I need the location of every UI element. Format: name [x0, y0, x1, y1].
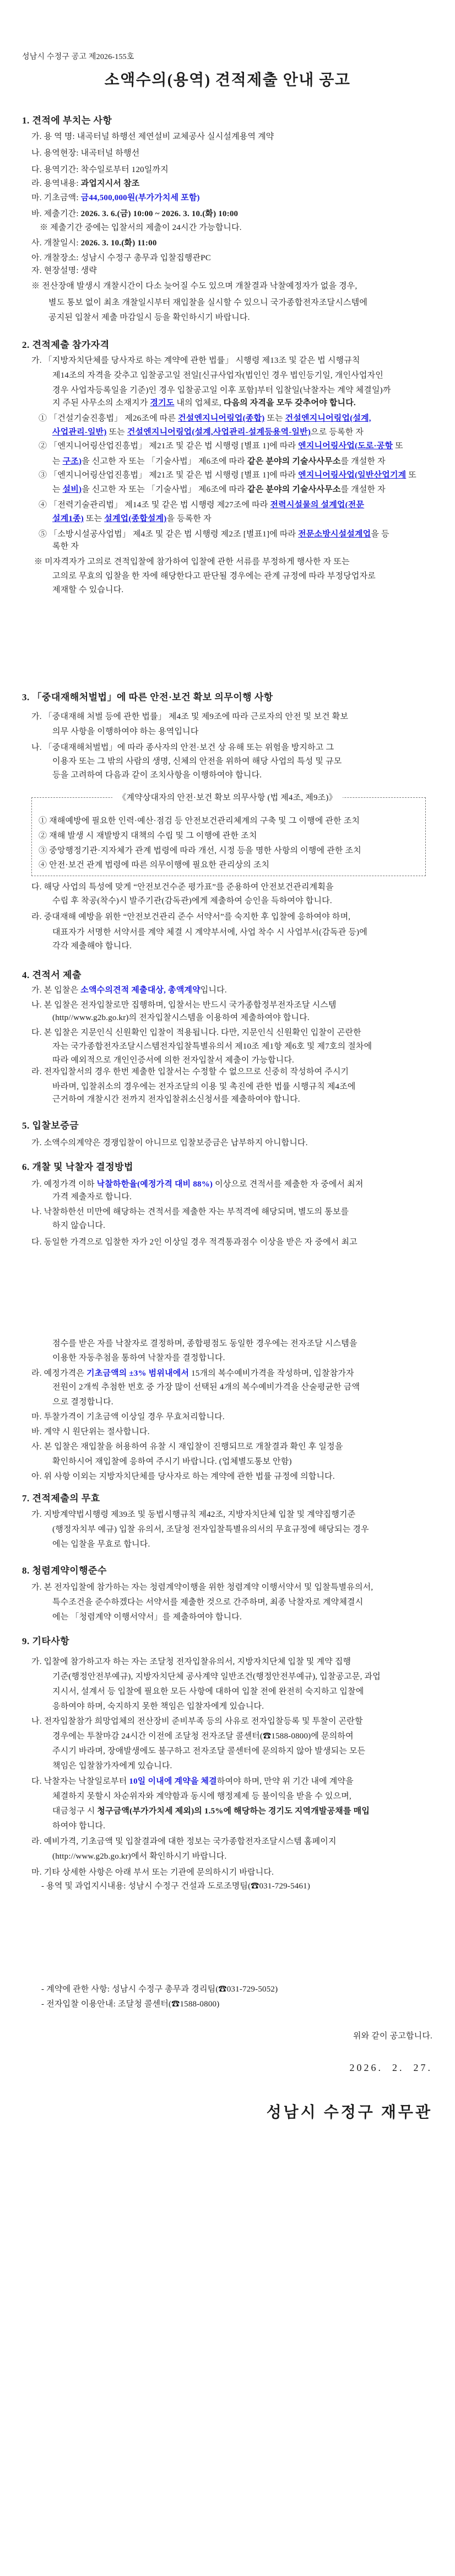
s2-qual5-line2-text-0: 록한 자	[52, 542, 79, 551]
s2-qual3-line2-text-2: 을 신고한 자 또는 「기술사법」 제6조에 따라	[82, 485, 248, 494]
s9-ga-line2-text-0: 기준(행정안전부예규), 지방자치단체 공사계약 일반조건(행정안전부예규), 입찰공고문, 과업	[52, 1672, 381, 1681]
s2-qual3-line2-text-0: 는	[52, 485, 63, 494]
s2-qual4-line1	[39, 500, 364, 511]
s3-na-line3-text-0: 등을 고려하여 다음과 같이 조치사항을 이행하여야 합니다.	[52, 771, 262, 780]
s3-da-line1-text-0: 다. 해당 사업의 특성에 맞게 “안전보건수준 평가표”를 준용하여 안전보건관리계획을	[31, 883, 334, 892]
s1-item-ga	[31, 131, 274, 142]
s1-note2-line2-text-0: 별도 통보 없이 최초 개찰일시부터 재입찰을 실시할 수 있으니 국가종합전자조달시스템에	[48, 298, 368, 307]
section-6-heading-text-0: 6. 개찰 및 낙찰자 결정방법	[22, 1162, 133, 1172]
section-2-heading	[22, 340, 110, 351]
phone-icon: ☎	[263, 1732, 272, 1741]
s9-contact-2	[41, 1984, 278, 1995]
s5-ga	[31, 1137, 308, 1149]
s9-na-line2-text-0: 경우에는 투찰마감 24시간 이전에 조달청 전자조달 콜센터(	[52, 1732, 263, 1741]
s2-qual1-line2-text-3: 으로 등록한 자	[311, 428, 364, 437]
safety-box-item2-text-0: ② 재해 발생 시 재발방지 대책의 수립 및 그 이행에 관한 조치	[39, 831, 257, 840]
s3-da-line2-text-0: 수립 후 착공(착수)시 발주기관(감독관)에게 제출하여 승인을 득하여야 합니다.	[52, 897, 332, 905]
section-5-heading-text-0: 5. 입찰보증금	[22, 1120, 79, 1131]
s2-ga-line4-text-2: 내의 업체로,	[174, 399, 224, 407]
s2-ga-line4-text-3: 다음의 자격을 모두 갖추어야 합니다.	[223, 399, 356, 407]
s9-da-line3	[52, 1806, 370, 1817]
s7-ga-line1	[31, 1509, 355, 1520]
section-4-heading	[22, 970, 82, 981]
s1-item-sa-text-0: 사. 개찰일시:	[31, 239, 81, 248]
s1-item-ja	[31, 265, 97, 276]
s1-item-ba-text-0: 바. 제출기간:	[31, 210, 81, 218]
s2-qual2-line1-text-2: 또	[393, 442, 403, 450]
s9-contact-3-text-2: 1588-0800)	[180, 2000, 220, 2009]
section-3-heading	[22, 692, 273, 703]
s9-da-line3-text-0: 대금청구 시	[52, 1807, 98, 1816]
s6-ma	[31, 1412, 225, 1423]
s9-contact-1-text-2: 031-729-5461)	[259, 1882, 311, 1891]
s9-ga-line2	[52, 1671, 381, 1682]
s9-da-line4	[52, 1821, 105, 1832]
s8-ga-line3	[52, 1612, 242, 1623]
announcement-number	[22, 52, 134, 63]
s2-qual5-line1-text-1: 전문소방시설설계업	[298, 530, 371, 539]
s2-ga-line1-text-0: 가. 「지방자치단체를 당사자로 하는 계약에 관한 법률」 시행령 제13조 및 같은 법 시행규칙	[31, 356, 360, 365]
s4-ra-line2-text-0: 바라며, 입찰취소의 경우에는 전자조달의 이용 및 촉진에 관한 법률 시행규칙 제4조에	[52, 1082, 356, 1091]
closing-statement	[0, 2031, 432, 2042]
closing-statement-text-0: 위와 같이 공고합니다.	[353, 2032, 432, 2041]
s2-qual1-line1-text-2: 또는	[264, 414, 285, 423]
doc-title	[0, 72, 455, 89]
section-4-heading-text-0: 4. 견적서 제출	[22, 970, 82, 980]
signer-text-0: 성남시 수정구 재무관	[266, 2104, 432, 2121]
s9-da-line1-text-1: 10일 이내에 계약을 체결	[129, 1777, 217, 1786]
s9-contact-3-text-0: - 전자입찰 이용안내: 조달청 콜센터(	[41, 2000, 172, 2009]
s2-qual5-line1-text-2: 을 등	[371, 530, 389, 539]
s9-na-line4-text-0: 책임은 입찰참가자에게 있습니다.	[52, 1762, 172, 1770]
s2-ga-line3	[52, 385, 391, 396]
s2-note-line1	[34, 556, 350, 567]
s9-ra-line2	[52, 1851, 226, 1862]
s3-ga-line2	[52, 726, 199, 737]
s2-qual4-line1-text-1: 전력시설물의 설계업(전문	[270, 501, 365, 509]
section-1-heading	[22, 115, 112, 126]
s4-da-line2-text-0: 자는 국가종합전자조달시스템전자입찰특별유의서 제10조 제1항 제6호 및 제7호의 절차에	[52, 1042, 372, 1051]
s2-qual4-line1-text-0: ④ 「전력기술관리법」 제14조 및 같은 법 시행령 제27조에 따라	[39, 501, 270, 509]
s9-na-line2	[52, 1731, 354, 1742]
s2-qual3-line1-text-0: ③ 「엔지니어링산업진흥법」 제21조 및 같은 법 시행령 [별표 1]에 따라	[39, 471, 299, 480]
s7-ga-line3	[52, 1539, 150, 1550]
s9-ra-line1	[31, 1836, 337, 1847]
s6-na-line1	[31, 1206, 349, 1217]
s9-contact-2-text-2: 031-729-5052)	[226, 1985, 278, 1994]
s4-ra-line2	[52, 1081, 356, 1092]
s2-qual3-line2-text-3: 같은 분야의 기술사사무소	[247, 485, 341, 494]
s3-ra-line3-text-0: 각각 제출해야 합니다.	[52, 942, 132, 951]
safety-box-legend-text-0: 《계약상대자의 안전·보건 확보 의무사항 (법 제4조, 제9조)》	[112, 793, 343, 802]
s7-ga-line1-text-0: 가. 지방계약법시행령 제39조 및 동법시행규칙 제42조, 지방자치단체 입찰 및 계약집행기준	[31, 1510, 356, 1519]
s6-ra-line1-text-1: 기초금액의 ±3% 범위내에서	[86, 1369, 189, 1378]
s9-na-line3	[52, 1746, 365, 1757]
s1-note-submit-text-0: ※ 제출기간 중에는 입찰서의 제출이 24시간 가능합니다.	[40, 223, 242, 232]
s1-item-da-text-0: 다. 용역기간: 착수일로부터 120일까지	[31, 165, 169, 174]
phone-icon: ☎	[251, 1882, 259, 1891]
s9-contact-1	[41, 1881, 310, 1892]
s1-item-a-text-0: 아. 개찰장소: 성남시 수정구 총무과 입찰집행관PC	[31, 254, 211, 262]
s2-qual4-line2-text-1: 또는	[83, 514, 105, 523]
s4-na-line2	[52, 1012, 310, 1023]
s7-ga-line3-text-0: 에는 입찰을 무효로 합니다.	[52, 1540, 150, 1549]
s1-item-ra-text-1: 과업지시서 참조	[80, 179, 140, 188]
s4-da-line3-text-0: 따라 예외적으로 개인인증서에 의한 전자입찰서 제출이 가능합니다.	[52, 1056, 294, 1065]
s2-qual2-line1-text-0: ② 「엔지니어링산업진흥법」 제21조 및 같은 법 시행령 [별표 1]에 따라	[39, 442, 299, 450]
s2-qual2-line2-text-1: 구조)	[62, 457, 82, 466]
s9-contact-2-text-0: - 계약에 관한 사항: 성남시 수정구 총무과 경리팀(	[41, 1985, 219, 1994]
s4-ga-text-2: 입니다.	[200, 986, 227, 995]
signer	[0, 2104, 432, 2121]
s2-qual1-line2-text-2: 건설엔지니어링업(설계,사업관리-설계등용역-일반)	[127, 428, 311, 437]
s4-ga	[31, 985, 227, 996]
section-9-heading-text-0: 9. 기타사항	[22, 1636, 70, 1646]
safety-box-item4-text-0: ④ 안전·보건 관계 법령에 따른 의무이행에 필요한 관리상의 조치	[39, 861, 270, 870]
s6-ra-line1-text-2: 15개의 복수예비가격을 작성하며, 입찰참가자	[189, 1369, 354, 1378]
s8-ga-line2-text-0: 특수조건을 준수하겠다는 서약서를 제출한 것으로 간주하며, 최종 낙찰자로 계약체결시	[52, 1598, 364, 1607]
s6-ra-line2	[52, 1382, 360, 1393]
s3-na-line2-text-0: 이용자 또는 그 밖의 사람의 생명, 신체의 안전을 위하여 해당 사업의 특성 및 규모	[52, 757, 342, 766]
s9-ra-line2-text-0: (http://www.g2b.go.kr)에서 확인하시기 바랍니다.	[52, 1852, 227, 1861]
s3-ra-line3	[52, 941, 132, 952]
s1-item-ja-text-0: 자. 현장설명: 생략	[31, 266, 98, 275]
s9-ga-line4-text-0: 응하여야 하며, 숙지하지 못한 책임은 입찰자에게 있습니다.	[52, 1702, 264, 1711]
s9-da-line1-text-2: 하여야 하며, 만약 위 기간 내에 계약을	[216, 1777, 354, 1786]
s3-ra-line2	[52, 927, 367, 938]
s1-item-ra-text-0: 라. 용역내용:	[31, 179, 81, 188]
s9-na-line1	[31, 1716, 363, 1727]
s6-ra-line1	[31, 1368, 354, 1379]
s1-note2-line1	[31, 281, 357, 292]
s9-da-line3-text-1: 청구금액(부가가치세 제외)의 1.5%에 해당하는 경기도 지역개발공채를 매입	[97, 1807, 370, 1816]
s1-item-ra	[31, 178, 139, 189]
s1-item-ma-text-1: 금44,500,000원(부가가치세 포함)	[80, 194, 200, 202]
s4-da-line1-text-0: 다. 본 입찰은 지문인식 신원확인 입찰이 적용됩니다. 다만, 지문인식 신원확인 입찰이 곤란한	[31, 1028, 361, 1037]
announcement-date	[0, 2062, 432, 2073]
s2-note-line3	[52, 584, 123, 595]
s2-qual1-line1-text-3: 건설엔지니어링업(설계,	[285, 414, 371, 423]
s9-ga-line4	[52, 1701, 264, 1712]
s2-ga-line4	[52, 398, 356, 409]
phone-icon: ☎	[218, 1985, 227, 1994]
s9-da-line4-text-0: 하여야 합니다.	[52, 1822, 106, 1831]
s2-qual1-line1-text-1: 건설엔지니어링업(종합)	[178, 414, 265, 423]
s3-da-line1	[31, 882, 334, 893]
s6-da-line1-text-0: 다. 동일한 가격으로 입찰한 자가 2인 이상일 경우 적격통과점수 이상을 받은 자 중에서 최고	[31, 1238, 358, 1247]
s9-na-line3-text-0: 주시기 바라며, 장애발생에도 불구하고 전자조달 콜센터에 문의하지 않아 발생되는 모든	[52, 1747, 366, 1756]
s4-na-line1-text-0: 나. 본 입찰은 전자입찰로만 집행하며, 입찰서는 반드시 국가종합정부전자조달 시스템	[31, 1001, 337, 1010]
s4-da-line1	[31, 1027, 361, 1038]
s6-da-line3-text-0: 이용한 자동추첨을 통하여 낙찰자를 결정합니다.	[52, 1354, 225, 1362]
safety-box-item1	[39, 815, 360, 827]
s3-ga-line1	[31, 711, 348, 722]
s1-item-sa-text-1: 2026. 3. 10.(화) 11:00	[80, 239, 157, 248]
s6-sa-line1	[31, 1441, 343, 1452]
s9-contact-1-text-0: - 용역 및 과업지시내용: 성남시 수정구 건설과 도로조명팀(	[41, 1882, 251, 1891]
s3-na-line1-text-0: 나. 「중대재해처벌법」에 따라 종사자의 안전·보건 상 유해 또는 위험을 방지하고 그	[31, 743, 334, 752]
s1-item-na	[31, 148, 139, 159]
s2-qual3-line2	[52, 484, 386, 495]
s2-qual3-line1	[39, 470, 416, 481]
s9-da-line2	[52, 1791, 351, 1802]
s6-ba-text-0: 바. 계약 시 원단위는 절사합니다.	[31, 1427, 150, 1436]
s6-ra-line1-text-0: 라. 예정가격은	[31, 1369, 86, 1378]
s3-ra-line1	[31, 911, 350, 922]
s6-sa-line1-text-0: 사. 본 입찰은 재입찰을 허용하여 유찰 시 재입찰이 진행되므로 개찰결과 확인 후 일정을	[31, 1442, 343, 1451]
section-7-heading-text-0: 7. 견적제출의 무효	[22, 1493, 100, 1504]
s6-a	[31, 1471, 335, 1482]
s8-ga-line1	[31, 1582, 373, 1593]
s9-na-line4	[52, 1761, 172, 1772]
s2-ga-line1	[31, 355, 360, 366]
s7-ga-line2	[52, 1524, 369, 1535]
s6-da-line2-text-0: 점수를 받은 자를 낙찰자로 결정하며, 종합평점도 동일한 경우에는 전자조달 시스템을	[52, 1339, 358, 1348]
s1-item-a	[31, 253, 211, 264]
s2-qual1-line1	[39, 413, 371, 424]
s2-qual1-line2-text-1: 또는	[106, 428, 127, 437]
s4-na-line2-text-0: (http//www.g2b.go.kr)의 전자입찰시스템을 이용하여 제출하여야 합니다.	[52, 1013, 310, 1022]
s6-sa-line2	[52, 1456, 292, 1467]
safety-box-item3-text-0: ③ 중앙행정기관·지자체가 관계 법령에 따라 개선, 시정 등을 명한 사항의 이행에 관한 조치	[39, 846, 361, 855]
s2-qual4-line2-text-2: 설계업(종합설계)	[104, 514, 167, 523]
s4-ga-text-0: 가. 본 입찰은	[31, 986, 81, 995]
s3-na-line3	[52, 770, 262, 781]
section-2-heading-text-0: 2. 견적제출 참가자격	[22, 340, 110, 350]
safety-box-item3	[39, 845, 361, 856]
section-7-heading	[22, 1493, 100, 1504]
s4-na-line1	[31, 1000, 337, 1011]
s2-qual2-line2	[52, 456, 386, 467]
s1-note2-line3	[48, 312, 250, 323]
s2-note-line2-text-0: 고의로 무효의 입찰을 한 자에 해당한다고 판단될 경우에는 관계 규정에 따라 부정당업자로	[52, 572, 376, 581]
s9-ga-line3	[52, 1686, 364, 1697]
s1-item-sa	[31, 238, 157, 249]
s2-qual3-line1-text-1: 엔지니어링사업(일반산업기계	[298, 471, 407, 480]
s2-ga-line2	[52, 370, 383, 381]
s7-ga-line2-text-0: (행정자치부 예규) 입찰 유의서, 조달청 전자입찰특별유의서의 무효규정에 해당되는 경우	[52, 1525, 369, 1534]
s6-ga-line1-text-1: 낙찰하한율(예정가격 대비 88%)	[96, 1180, 213, 1189]
s2-qual2-line2-text-3: 같은 분야의 기술사사무소	[247, 457, 341, 466]
s2-ga-line4-text-0: 지 주된 사무소의 소재지가	[52, 399, 150, 407]
s2-ga-line3-text-0: 경우 사업자등록일을 기준)인 경우 입찰공고일 이후 포함]부터 입찰일(낙찰자는 계약 체결일)까	[52, 386, 391, 395]
s2-qual5-line2	[52, 541, 79, 552]
s3-ra-line2-text-0: 대표자가 서명한 서약서를 계약 체결 시 계약부서에, 사업 착수 시 사업부서(감독관 등)에	[52, 928, 367, 937]
s3-ga-line1-text-0: 가. 「중대재해 처벌 등에 관한 법률」 제4조 및 제9조에 따라 근로자의 안전 및 보건 확보	[31, 712, 349, 721]
s2-note-line2	[52, 571, 376, 582]
s2-qual2-line2-text-2: 을 신고한 자 또는 「기술사법」 제6조에 따라	[82, 457, 248, 466]
s2-qual2-line2-text-4: 를 개설한 자	[340, 457, 386, 466]
s1-item-ga-text-0: 가. 용 역 명: 내곡터널 하행선 제연설비 교체공사 실시설계용역 계약	[31, 132, 274, 141]
s2-qual2-line1	[39, 441, 403, 452]
s9-ga-line1-text-0: 가. 입찰에 참가하고자 하는 자는 조달청 전자입찰유의서, 지방자치단체 입찰 및 계약 집행	[31, 1657, 351, 1666]
s9-na-line2-text-2: 1588-0800)에 문의하여	[271, 1732, 354, 1741]
s6-ma-text-0: 마. 투찰가격이 기초금액 이상일 경우 무효처리합니다.	[31, 1413, 225, 1421]
s6-na-line2	[52, 1220, 105, 1231]
s2-note-line3-text-0: 제재할 수 있습니다.	[52, 586, 124, 594]
s9-ga-line1	[31, 1656, 351, 1667]
s1-item-ma	[31, 192, 200, 203]
s9-ga-line3-text-0: 지시서, 설계서 등 입찰에 필요한 모든 사항에 대하여 입찰 전에 완전히 숙지하고 입찰에	[52, 1687, 364, 1696]
s1-item-na-text-0: 나. 용역현장: 내곡터널 하행선	[31, 149, 140, 158]
s9-ma-text-0: 마. 기타 상세한 사항은 아래 부서 또는 기관에 문의하시기 바랍니다.	[31, 1868, 274, 1877]
s8-ga-line3-text-0: 에는 「청렴계약 이행서약서」를 제출하여야 합니다.	[52, 1613, 242, 1622]
s9-ra-line1-text-0: 라. 예비가격, 기초금액 및 입찰결과에 대한 정보는 국가종합전자조달시스템 홈페이지	[31, 1837, 337, 1846]
s4-ra-line1-text-0: 라. 전자입찰서의 경우 한번 제출한 입찰서는 수정할 수 없으므로 신중히 작성하여 주시기	[31, 1067, 349, 1076]
s9-da-line1-text-0: 다. 낙찰자는 낙찰일로부터	[31, 1777, 129, 1786]
s2-qual2-line2-text-0: 는	[52, 457, 63, 466]
s1-note2-line3-text-0: 공지된 입찰서 제출 마감일시 등을 확인하시기 바랍니다.	[48, 313, 250, 322]
s6-ra-line2-text-0: 전원이 2개씩 추첨한 번호 중 가장 많이 선택된 4개의 복수예비가격을 산술평균한 금액	[52, 1383, 360, 1392]
s1-item-ba-text-1: 2026. 3. 6.(금) 10:00 ~ 2026. 3. 10.(화) 10:00	[80, 210, 239, 218]
safety-box-item4	[39, 860, 269, 871]
s2-qual5-line1	[39, 529, 389, 540]
s1-item-ma-text-0: 마. 기초금액:	[31, 194, 81, 202]
s8-ga-line2	[52, 1597, 363, 1608]
s2-qual3-line1-text-2: 또	[406, 471, 416, 480]
s2-qual4-line2	[52, 513, 212, 524]
s2-qual3-line2-text-4: 를 개설한 자	[340, 485, 386, 494]
section-1-heading-text-0: 1. 견적에 부치는 사항	[22, 115, 112, 126]
s3-na-line1	[31, 742, 334, 753]
s2-qual4-line2-text-0: 설계1종)	[52, 514, 84, 523]
doc-title-text-0: 소액수의(용역) 견적제출 안내 공고	[104, 72, 351, 89]
s2-qual1-line2	[52, 427, 364, 438]
s2-ga-line4-text-1: 경기도	[150, 399, 175, 407]
s6-ga-line1	[31, 1179, 364, 1190]
s2-qual2-line1-text-1: 엔지니어링사업(도로·공항	[298, 442, 393, 450]
phone-icon: ☎	[171, 2000, 180, 2009]
s6-na-line2-text-0: 하지 않습니다.	[52, 1221, 106, 1230]
s3-na-line2	[52, 756, 342, 767]
safety-box-item1-text-0: ① 재해예방에 필요한 인력·예산·점검 등 안전보건관리체계의 구축 및 그 이행에 관한 조치	[39, 817, 360, 825]
s4-ra-line1	[31, 1066, 349, 1077]
s6-ra-line3	[52, 1397, 113, 1408]
safety-box-item2	[39, 830, 257, 841]
announcement-date-text-0: 2026. 2. 27.	[349, 2062, 432, 2073]
s2-qual3-line2-text-1: 설비)	[62, 485, 82, 494]
s2-ga-line2-text-0: 제14조의 자격을 갖추고 입찰공고일 전일[신규사업자(법인인 경우 법인등기일, 개인사업자인	[52, 371, 383, 380]
section-6-heading	[22, 1162, 133, 1173]
section-8-heading	[22, 1565, 107, 1576]
s6-ga-line2-text-0: 가격 제출자로 합니다.	[52, 1193, 132, 1201]
s9-da-line2-text-0: 체결하지 못할시 차순위자와 계약함과 동시에 행정제제 등 불이익을 받을 수 있으며,	[52, 1792, 351, 1801]
s4-ga-text-1: 소액수의견적 제출대상, 총액계약	[80, 986, 201, 995]
section-3-heading-text-0: 3. 「중대재해처벌법」에 따른 안전·보건 확보 의무이행 사항	[22, 692, 273, 702]
s1-item-ba	[31, 208, 238, 219]
s4-da-line2	[52, 1041, 372, 1052]
s9-ma	[31, 1867, 274, 1878]
s5-ga-text-0: 가. 소액수의계약은 경쟁입찰이 아니므로 입찰보증금은 납부하지 아니합니다.	[31, 1139, 308, 1147]
s1-note2-line1-text-0: ※ 전산장애 발생시 개찰시간이 다소 늦어질 수도 있으며 개찰결과 낙찰예정자가 없을 경우,	[31, 282, 358, 291]
s1-note-submit	[40, 222, 242, 233]
s2-qual1-line2-text-0: 사업관리-일반)	[52, 428, 107, 437]
s9-da-line1	[31, 1776, 354, 1787]
s6-da-line1	[31, 1237, 358, 1248]
s4-ra-line3-text-0: 근거하여 개찰시간 전까지 전자입찰취소신청서를 제출하여야 합니다.	[52, 1095, 300, 1104]
s6-ga-line1-text-0: 가. 예정가격 이하	[31, 1180, 97, 1189]
section-8-heading-text-0: 8. 청렴계약이행준수	[22, 1565, 107, 1576]
s6-ga-line1-text-2: 이상으로 견적서를 제출한 자 중에서 최저	[213, 1180, 364, 1189]
s6-ba	[31, 1426, 150, 1437]
s3-ga-line2-text-0: 의무 사항을 이행하여야 하는 용역입니다	[52, 727, 199, 736]
section-9-heading	[22, 1636, 69, 1647]
s8-ga-line1-text-0: 가. 본 전자입찰에 참가하는 자는 청렴계약이행을 위한 청렴계약 이행서약서 및 입찰특별유의서,	[31, 1583, 373, 1592]
s1-note2-line2	[48, 297, 367, 308]
s9-na-line1-text-0: 나. 전자입찰참가 희망업체의 전산장비 준비부족 등의 사유로 전자입찰등록 및 투찰이 곤란할	[31, 1717, 363, 1726]
s6-ra-line3-text-0: 으로 결정합니다.	[52, 1398, 113, 1407]
s6-na-line1-text-0: 나. 낙찰하한선 미만에 해당하는 견적서를 제출한 자는 부적격에 해당되며, 별도의 통보를	[31, 1208, 349, 1216]
s6-sa-line2-text-0: 확인하시어 재입찰에 응하여 주시기 바랍니다. (업체별도통보 안함)	[52, 1457, 292, 1466]
s1-item-da	[31, 164, 169, 175]
s2-qual5-line1-text-0: ⑤ 「소방시설공사업법」 제4조 및 같은 법 시행령 제2조 [별표1]에 따라	[39, 530, 299, 539]
announcement-number-text-0: 성남시 수정구 공고 제2026-155호	[22, 53, 134, 61]
s6-da-line2	[52, 1338, 358, 1349]
s4-da-line3	[52, 1055, 294, 1066]
s4-ra-line3	[52, 1094, 300, 1105]
s2-qual4-line2-text-3: 을 등록한 자	[166, 514, 212, 523]
s9-contact-3	[41, 1999, 219, 2010]
s3-da-line2	[52, 895, 332, 906]
safety-box-legend	[0, 792, 455, 803]
s2-note-line1-text-0: ※ 미자격자가 고의로 견적입찰에 참가하여 입찰에 관한 서류를 부정하게 행사한 자 또는	[34, 557, 350, 566]
s6-da-line3	[52, 1353, 225, 1364]
s6-a-text-0: 아. 위 사항 이외는 지방자치단체를 당사자로 하는 계약에 관한 법률 규정에 의합니다.	[31, 1472, 335, 1481]
s3-ra-line1-text-0: 라. 중대재해 예방을 위한 “안전보건관리 준수 서약서”를 숙지한 후 입찰에 응하여야 하며,	[31, 913, 351, 921]
s2-qual1-line1-text-0: ① 「건설기술진흥법」 제26조에 따른	[39, 414, 178, 423]
s6-ga-line2	[52, 1192, 132, 1203]
section-5-heading	[22, 1120, 79, 1131]
